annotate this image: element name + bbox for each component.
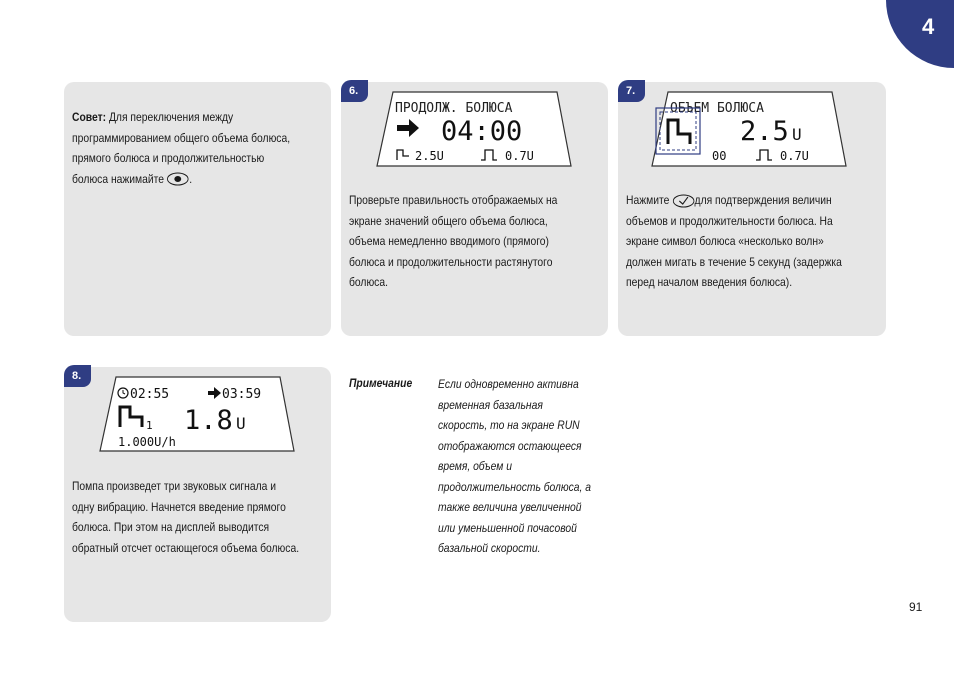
step7-lcd-extended: 0.7U bbox=[780, 149, 809, 163]
step8-text: Помпа произведет три звуковых сигнала и одну вибрацию. Начнется введение прямого болюса. При этом на дисплей выводится обратный отсчет остающегося объема болюса. bbox=[72, 479, 300, 555]
step8-number: 8. bbox=[64, 365, 91, 387]
step6-lcd bbox=[375, 90, 575, 168]
step6-number: 6. bbox=[341, 80, 368, 102]
tip-panel bbox=[64, 82, 331, 336]
step8-lcd-unit: U bbox=[236, 414, 246, 433]
step6-lcd-title: ПРОДОЛЖ. БОЛЮСА bbox=[395, 101, 513, 116]
step8-lcd-total-time: 03:59 bbox=[222, 387, 262, 402]
step7-text: Нажмите для подтверждения величин объемов и продолжительности болюса. На экране символ болюса «несколько волн» должен мигать в течение 5 секунд (задержка перед началом введения болюса). bbox=[626, 193, 842, 289]
step6-lcd-immediate: 2.5U bbox=[415, 149, 444, 163]
ok-key-icon bbox=[672, 194, 694, 208]
step6-lcd-extended: 0.7U bbox=[505, 149, 534, 163]
step8-panel bbox=[64, 367, 331, 622]
step8-lcd bbox=[98, 375, 298, 453]
menu-key-icon bbox=[167, 172, 189, 186]
step7-lcd-amount: 2.5 bbox=[740, 116, 789, 147]
page-number: 91 bbox=[909, 600, 923, 614]
tip-label: Совет: bbox=[72, 110, 107, 124]
step6-text: Проверьте правильность отображаемых на экране значений общего объема болюса, объема немедленно вводимого (прямого) болюса и продолжительности растянутого болюса. bbox=[349, 193, 558, 289]
step8-lcd-remaining-time: 02:55 bbox=[130, 387, 170, 402]
note-label: Примечание bbox=[349, 376, 413, 390]
step6-panel bbox=[341, 82, 608, 336]
step6-lcd-time: 04:00 bbox=[441, 116, 523, 147]
step8-lcd-amount: 1.8 bbox=[184, 405, 233, 436]
step7-number: 7. bbox=[618, 80, 645, 102]
note-text: Если одновременно активна временная базальная скорость, то на экране RUN отображаются остающееся время, объем и продолжительность болюса, а также величина увеличенной или уменьшенной почасовой базальной скорости. bbox=[438, 377, 592, 555]
chapter-tab bbox=[886, 0, 954, 68]
tip-text: Совет: Для переключения между программированием общего объема болюса, прямого болюса и продолжительностью болюса нажимайте . bbox=[72, 110, 291, 186]
step8-lcd-basal-rate: 1.000U/h bbox=[118, 435, 176, 449]
chapter-number: 4 bbox=[922, 14, 935, 39]
step8-lcd-bolus-index: 1 bbox=[146, 419, 153, 432]
step7-panel bbox=[618, 82, 886, 336]
step7-lcd-unit: U bbox=[792, 125, 802, 144]
step7-lcd bbox=[650, 90, 850, 168]
step7-lcd-title: ОБЪЕМ БОЛЮСА bbox=[670, 101, 764, 116]
step7-lcd-immediate: 00 bbox=[712, 149, 727, 163]
